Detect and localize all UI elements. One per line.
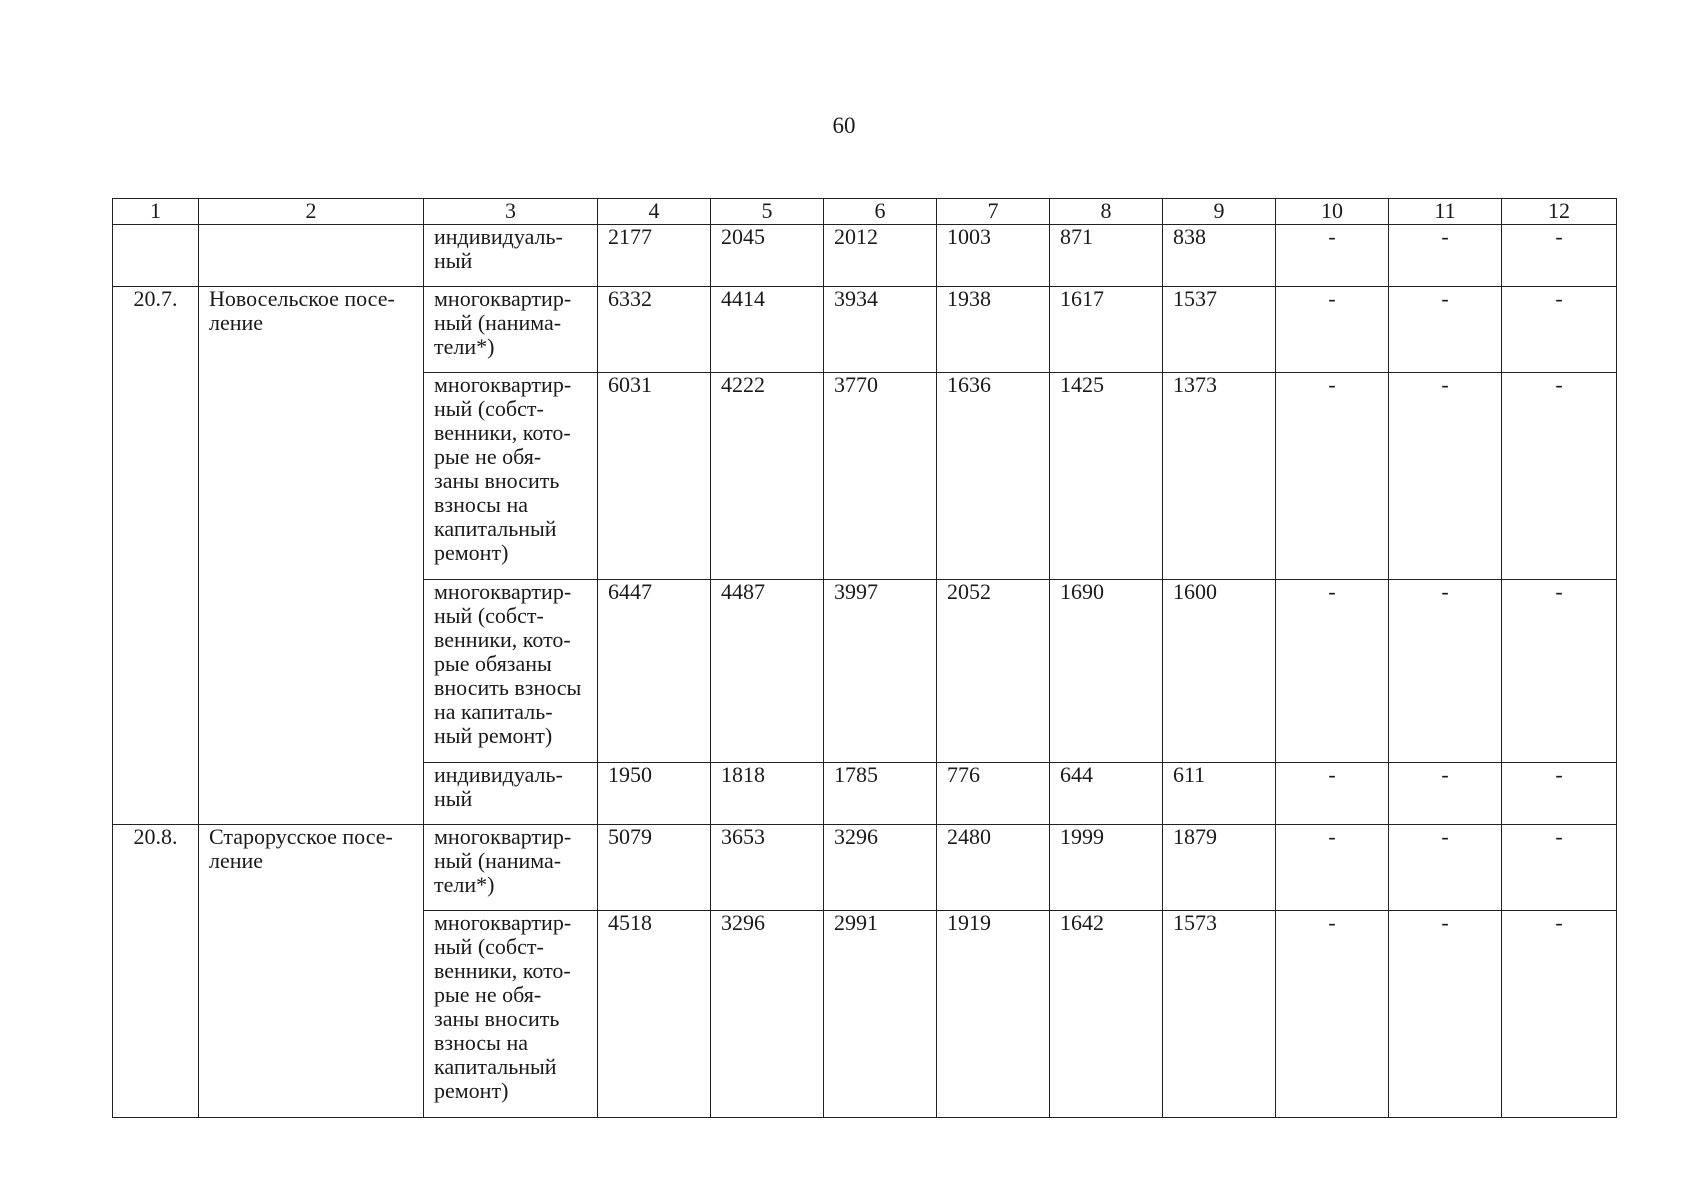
value-cell: 1690 (1050, 580, 1163, 763)
value-cell: 6332 (598, 287, 711, 373)
value-cell: 3653 (711, 825, 824, 911)
row-number-cell (113, 225, 199, 287)
value-cell: 4518 (598, 911, 711, 1118)
header-cell: 5 (711, 199, 824, 225)
value-cell: 1373 (1163, 373, 1276, 580)
value-cell: 776 (937, 763, 1050, 825)
value-cell: 2991 (824, 911, 937, 1118)
value-cell: 6447 (598, 580, 711, 763)
header-cell: 6 (824, 199, 937, 225)
row-number-cell: 20.8. (113, 825, 199, 1118)
value-cell: 644 (1050, 763, 1163, 825)
value-cell: 2052 (937, 580, 1050, 763)
value-cell: - (1502, 373, 1617, 580)
value-cell: - (1502, 287, 1617, 373)
header-cell: 12 (1502, 199, 1617, 225)
value-cell: 2045 (711, 225, 824, 287)
value-cell: 3934 (824, 287, 937, 373)
value-cell: 5079 (598, 825, 711, 911)
value-cell: 4414 (711, 287, 824, 373)
housing-type-cell: индивидуаль- ный (424, 763, 598, 825)
value-cell: - (1389, 825, 1502, 911)
value-cell: 1617 (1050, 287, 1163, 373)
value-cell: 838 (1163, 225, 1276, 287)
value-cell: 1919 (937, 911, 1050, 1118)
value-cell: - (1276, 580, 1389, 763)
settlement-name-cell: Старорусское посе- ление (199, 825, 424, 1118)
value-cell: 1938 (937, 287, 1050, 373)
value-cell: 871 (1050, 225, 1163, 287)
value-cell: - (1389, 287, 1502, 373)
value-cell: 6031 (598, 373, 711, 580)
value-cell: 1600 (1163, 580, 1276, 763)
value-cell: - (1276, 373, 1389, 580)
table-row (113, 287, 1617, 373)
header-cell: 7 (937, 199, 1050, 225)
value-cell: 1636 (937, 373, 1050, 580)
value-cell: 3296 (824, 825, 937, 911)
value-cell: 3770 (824, 373, 937, 580)
header-row (113, 199, 1617, 225)
value-cell: - (1502, 580, 1617, 763)
header-cell: 2 (199, 199, 424, 225)
page-number: 60 (832, 113, 856, 138)
value-cell: 1537 (1163, 287, 1276, 373)
value-cell: - (1276, 825, 1389, 911)
header-cell: 4 (598, 199, 711, 225)
value-cell: 1950 (598, 763, 711, 825)
value-cell: 2177 (598, 225, 711, 287)
value-cell: 3997 (824, 580, 937, 763)
value-cell: - (1389, 911, 1502, 1118)
value-cell: 1818 (711, 763, 824, 825)
housing-type-cell: многоквартир- ный (собст- венники, кото- рые обязаны вносить взносы на капиталь- ный ремонт) (424, 580, 598, 763)
value-cell: - (1502, 225, 1617, 287)
value-cell: - (1389, 580, 1502, 763)
value-cell: - (1502, 911, 1617, 1118)
value-cell: 1999 (1050, 825, 1163, 911)
value-cell: 1573 (1163, 911, 1276, 1118)
housing-type-cell: многоквартир- ный (собст- венники, кото- рые не обя- заны вносить взносы на капитальный ремонт) (424, 911, 598, 1118)
header-cell: 1 (113, 199, 199, 225)
header-cell: 8 (1050, 199, 1163, 225)
value-cell: 1879 (1163, 825, 1276, 911)
value-cell: 3296 (711, 911, 824, 1118)
settlement-name-cell: Новосельское посе- ление (199, 287, 424, 825)
housing-type-cell: индивидуаль- ный (424, 225, 598, 287)
header-cell: 3 (424, 199, 598, 225)
value-cell: - (1389, 373, 1502, 580)
housing-type-cell: многоквартир- ный (нанима- тели*) (424, 287, 598, 373)
value-cell: 611 (1163, 763, 1276, 825)
table-row (113, 825, 1617, 911)
value-cell: 4222 (711, 373, 824, 580)
value-cell: - (1276, 763, 1389, 825)
value-cell: 2012 (824, 225, 937, 287)
value-cell: 1425 (1050, 373, 1163, 580)
header-cell: 10 (1276, 199, 1389, 225)
value-cell: - (1276, 911, 1389, 1118)
value-cell: 4487 (711, 580, 824, 763)
value-cell: 2480 (937, 825, 1050, 911)
header-cell: 9 (1163, 199, 1276, 225)
header-cell: 11 (1389, 199, 1502, 225)
value-cell: - (1502, 763, 1617, 825)
value-cell: - (1276, 225, 1389, 287)
table-row (113, 225, 1617, 287)
value-cell: 1003 (937, 225, 1050, 287)
value-cell: 1642 (1050, 911, 1163, 1118)
value-cell: - (1502, 825, 1617, 911)
housing-type-cell: многоквартир- ный (собст- венники, кото- рые не обя- заны вносить взносы на капитальный ремонт) (424, 373, 598, 580)
row-number-cell: 20.7. (113, 287, 199, 825)
housing-type-cell: многоквартир- ный (нанима- тели*) (424, 825, 598, 911)
value-cell: - (1276, 287, 1389, 373)
value-cell: 1785 (824, 763, 937, 825)
value-cell: - (1389, 225, 1502, 287)
tariff-table (112, 198, 1617, 1118)
value-cell: - (1389, 763, 1502, 825)
settlement-name-cell (199, 225, 424, 287)
